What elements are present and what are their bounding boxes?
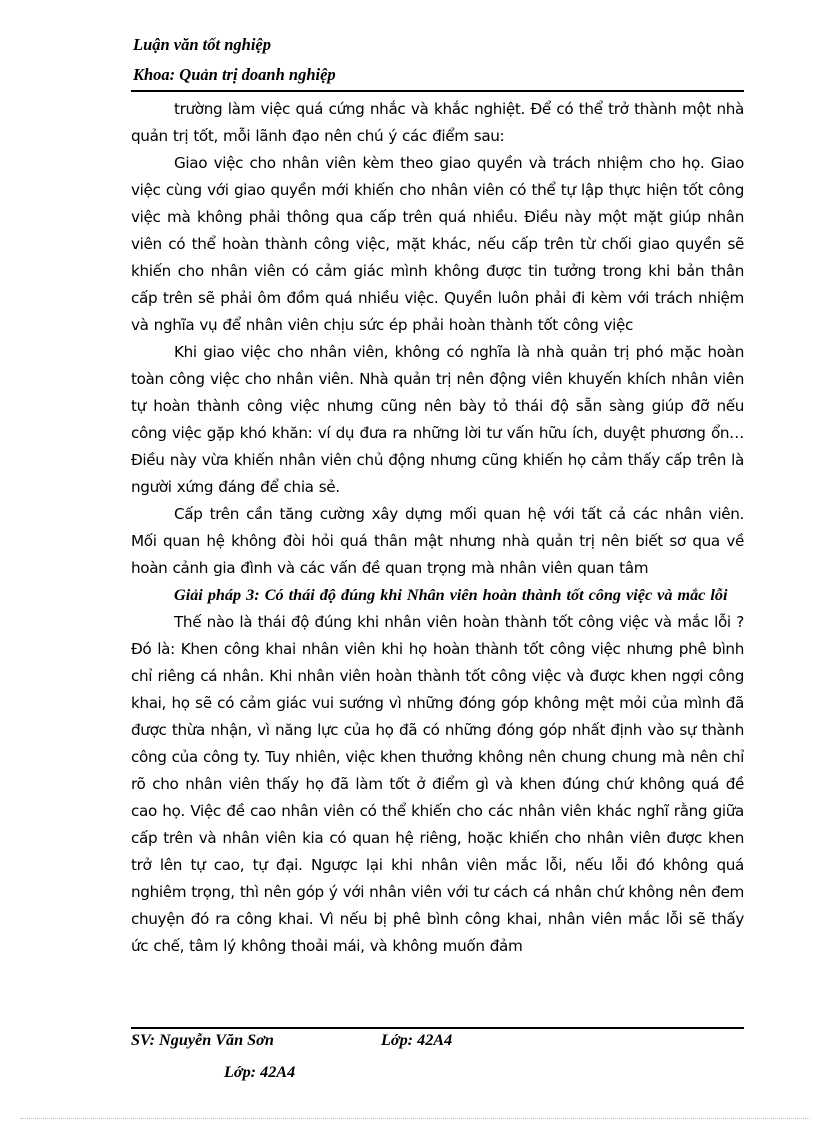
page-edge [20,1118,810,1119]
page-header [133,30,336,90]
paragraph-delegation: Giao việc cho nhân viên kèm theo giao quyền và trách nhiệm cho họ. Giao việc cùng với giao quyền mới khiến cho nhân viên có thể tự lập thực hiện tốt công việc mà không phải thông qua cấp trên quá nhiều. Điều này một mặt giúp nhân viên có thể hoàn thành công việc, mặt khác, nếu cấp trên từ chối giao quyền sẽ khiến cho nhân viên có cảm giác mình không được tin tưởng trong khi bản thân cấp trên sẽ phải ôm đồm quá nhiều việc. Quyền luôn phải đi kèm với trách nhiệm và nghĩa vụ để nhân viên chịu sức ép phải hoàn thành tốt công việc [131,154,744,334]
paragraph-relationship: Cấp trên cần tăng cường xây dựng mối quan hệ với tất cả các nhân viên. Mối quan hệ không đòi hỏi quá thân mật nhưng nhà quản trị nên biết sơ qua về hoàn cảnh gia đình và các vấn đề quan trọng mà nhân viên quan tâm [131,505,744,577]
class-label: Lớp: 42A4 [381,1031,453,1049]
faculty-name: Khoa: Quản trị doanh nghiệp [133,65,336,84]
paragraph-support: Khi giao việc cho nhân viên, không có nghĩa là nhà quản trị phó mặc hoàn toàn công việc cho nhân viên. Nhà quản trị nên động viên khuyến khích nhân viên tự hoàn thành công việc nhưng cũng nên bày tỏ thái độ sẵn sàng giúp đỡ nếu công việc gặp khó khăn: ví dụ đưa ra những lời tư vấn hữu ích, duyệt phương ổn…Điều này vừa khiến nhân viên chủ động nhưng cũng khiến họ cảm thấy cấp trên là người xứng đáng để chia sẻ. [131,343,744,496]
document-body [131,96,744,960]
section-heading: Giải pháp 3: Có thái độ đúng khi Nhân viên hoàn thành tốt công việc và mắc lỗi [174,586,728,604]
paragraph-continuation: trường làm việc quá cứng nhắc và khắc nghiệt. Để có thể trở thành một nhà quản trị tốt, mỗi lãnh đạo nên chú ý các điểm sau: [131,100,744,145]
footer-divider [131,1027,744,1029]
paragraph-attitude: Thế nào là thái độ đúng khi nhân viên hoàn thành tốt công việc và mắc lỗi ? Đó là: Khen công khai nhân viên khi họ hoàn thành tốt công việc nhưng phê bình chỉ riêng cá nhân. Khi nhân viên hoàn thành tốt công việc và được khen ngợi công khai, họ sẽ có cảm giác vui sướng vì những đóng góp không mệt mỏi của mình đã được thừa nhận, vì năng lực của họ đã có những đóng góp nhất định vào sự thành công của công ty. Tuy nhiên, việc khen thưởng không nên chung chung mà nên chỉ rõ cho nhân viên thấy họ đã làm tốt ở điểm gì và khen đúng chứ không quá đề cao họ. Việc đề cao nhân viên có thể khiến cho các nhân viên khác nghĩ rằng giữa cấp trên và nhân viên kia có quan hệ riêng, hoặc khiến cho nhân viên được khen trở lên tự cao, tự đại. Ngược lại khi nhân viên mắc lỗi, nếu lỗi đó không quá nghiêm trọng, thì nên góp ý với nhân viên với tư cách cá nhân chứ không nên đem chuyện đó ra công khai. Vì nếu bị phê bình công khai, nhân viên mắc lỗi sẽ thấy ức chế, tâm lý không thoải mái, và không muốn đảm [131,613,744,955]
thesis-title: Luận văn tốt nghiệp [133,35,271,54]
student-name: SV: Nguyễn Văn Sơn [131,1031,274,1049]
class-label-secondary: Lớp: 42A4 [224,1063,296,1081]
header-divider [131,90,744,92]
